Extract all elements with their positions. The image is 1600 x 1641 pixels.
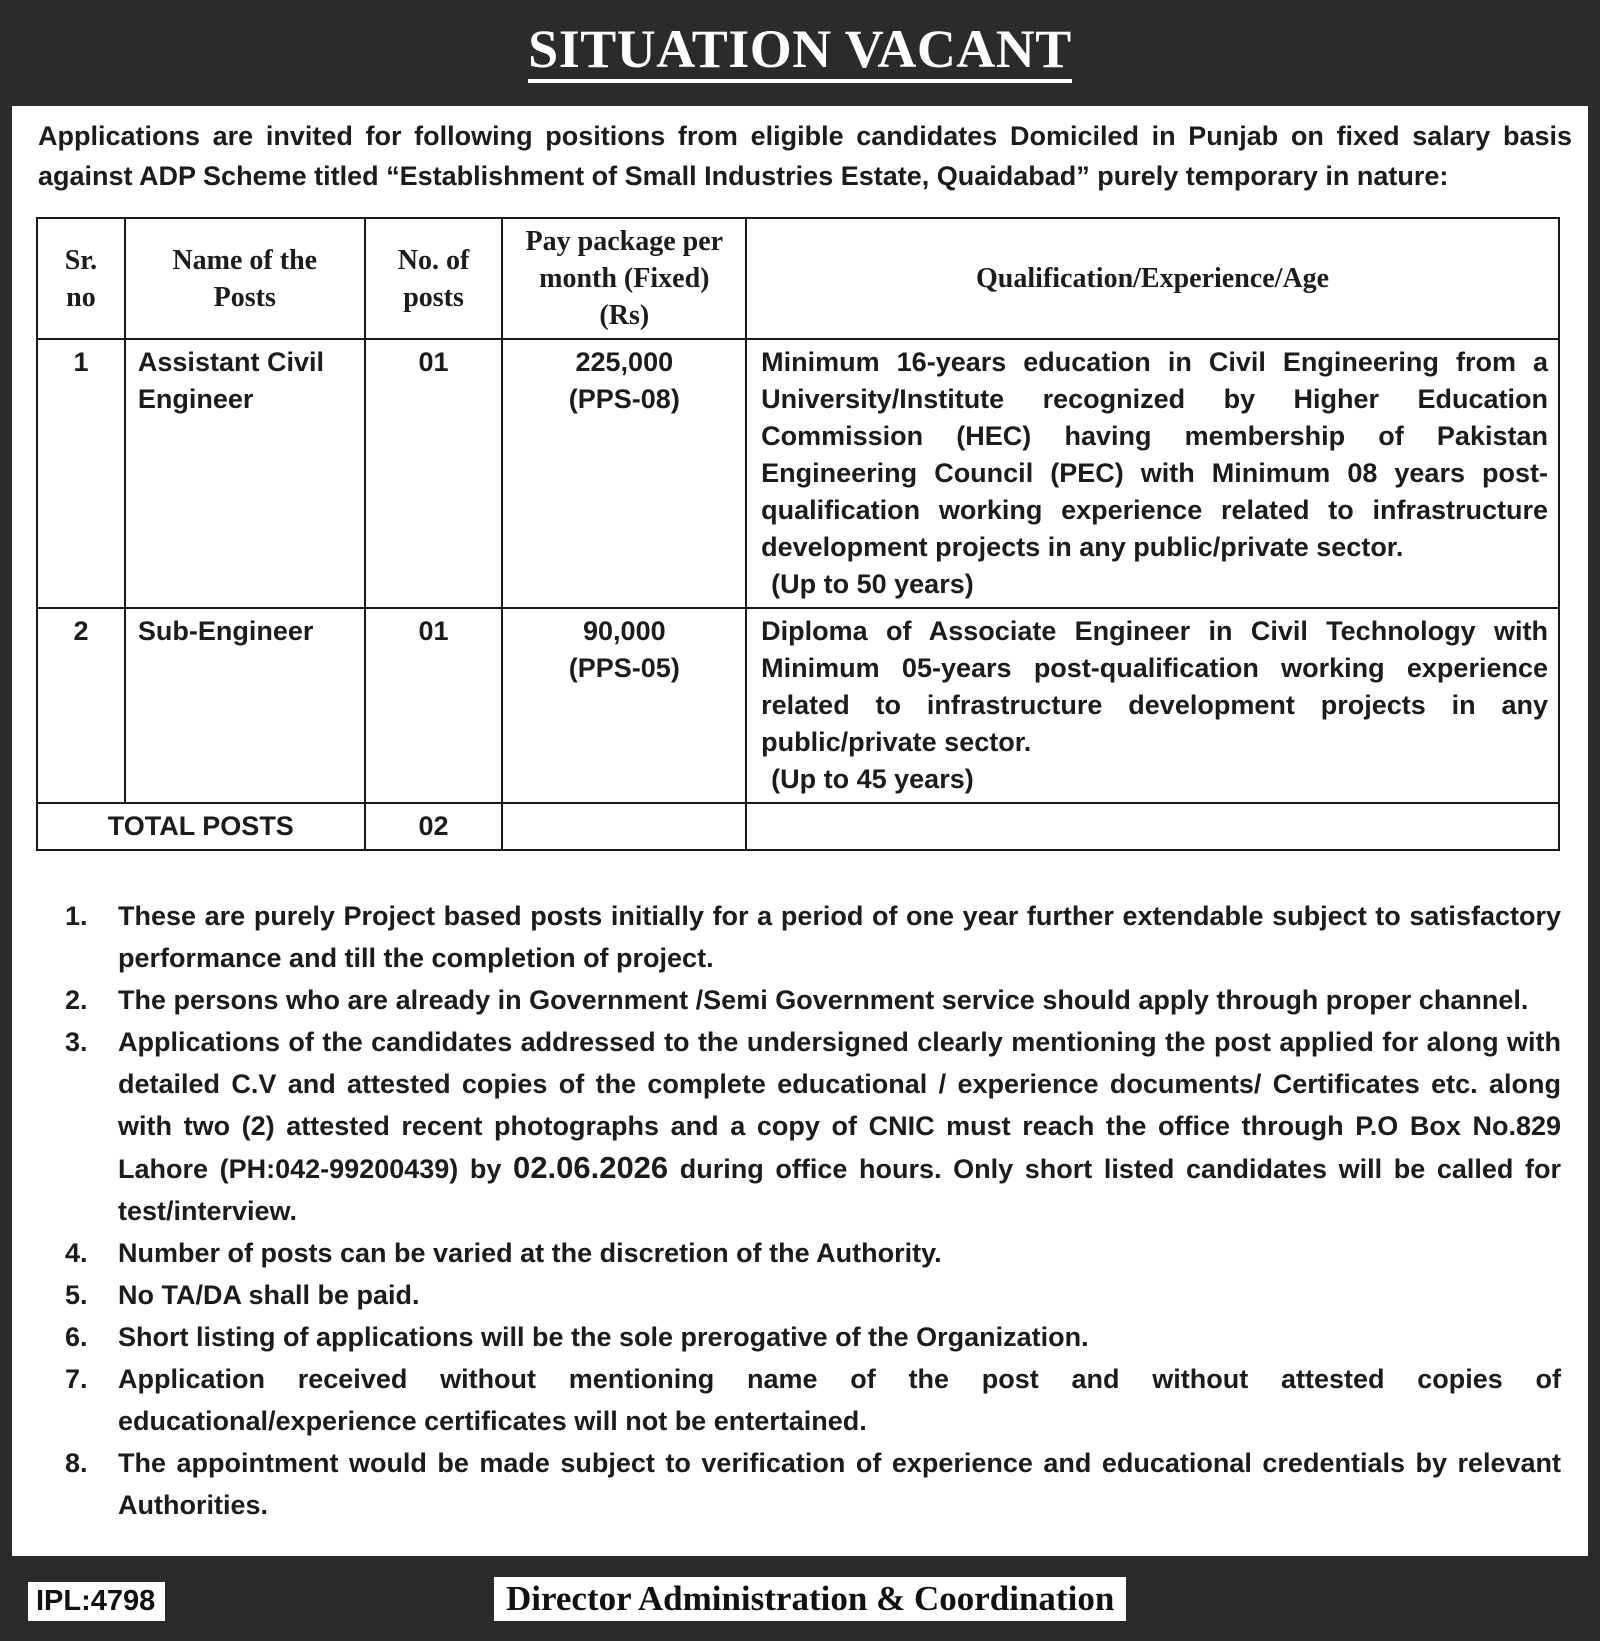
posts-table bbox=[36, 217, 1560, 851]
table-header-row bbox=[37, 218, 1559, 339]
ipl-code: IPL:4798 bbox=[28, 1582, 165, 1621]
intro-paragraph: Applications are invited for following positions from eligible candidates Domiciled in Punjab on fixed salary basis against ADP Scheme titled “Establishment of Small Industries Estate, Quaidabad” purely temporary in nature: bbox=[38, 121, 1573, 191]
col-header-count: No. of posts bbox=[365, 218, 503, 339]
signatory-title: Director Administration & Coordination bbox=[494, 1577, 1126, 1621]
list-item: 4. Number of posts can be varied at the discretion of the Authority. bbox=[65, 1238, 942, 1268]
list-item: 3. Applications of the candidates addressed to the undersigned clearly mentioning the post applied for along with detailed C.V and attested copies of the complete educational / experience documents/ Certificates etc. along with two (2) attested recent photographs and a copy of CNIC must reach the office through P.O Box No.829 Lahore (PH:042-99200439) by 02.06.2026 during office hours. Only short listed candidates will be called for test/interview. bbox=[65, 1027, 1562, 1226]
list-item: 1. These are purely Project based posts initially for a period of one year further extendable subject to satisfactory performance and till the completion of project. bbox=[65, 901, 1561, 973]
col-header-qualification: Qualification/Experience/Age bbox=[746, 218, 1559, 339]
domicile-requirement: Domiciled in Punjab bbox=[1009, 121, 1279, 151]
col-header-name: Name of the Posts bbox=[125, 218, 365, 339]
list-item: 8. The appointment would be made subject to verification of experience and educational credentials by relevant Authorities. bbox=[65, 1448, 1561, 1520]
row-sr: 1 bbox=[37, 339, 125, 608]
row-age-limit: (Up to 45 years) bbox=[771, 764, 974, 794]
row-qualification: Minimum 16-years education in Civil Engineering from a University/Institute recognized by Higher Education Commission (HEC) having membership of Pakistan Engineering Council (PEC) with Minimum 08 years post-qualification working experience related to infrastructure development projects in any public/private sector. (Up to 50 years) bbox=[746, 339, 1559, 608]
table-row bbox=[37, 339, 1559, 608]
page-title: SITUATION VACANT bbox=[0, 18, 1600, 80]
col-header-pay: Pay package per month (Fixed) (Rs) bbox=[502, 218, 746, 339]
row-pay: 90,000 (PPS-05) bbox=[502, 608, 746, 803]
row-post-count: 01 bbox=[365, 608, 503, 803]
list-item: 7. Application received without mentioning name of the post and without attested copies of educational/experience certificates will not be entertained. bbox=[65, 1364, 1561, 1436]
row-post-name: Assistant Civil Engineer bbox=[125, 339, 365, 608]
scheme-title: “Establishment of Small Industries Estate, Quaidabad” bbox=[386, 161, 1090, 191]
total-value: 02 bbox=[365, 803, 503, 850]
list-item: 6. Short listing of applications will be the sole prerogative of the Organization. bbox=[65, 1322, 1089, 1352]
list-item: 5. No TA/DA shall be paid. bbox=[65, 1280, 420, 1310]
row-sr: 2 bbox=[37, 608, 125, 803]
row-pay: 225,000 (PPS-08) bbox=[502, 339, 746, 608]
deadline-date: 02.06.2026 bbox=[513, 1150, 669, 1185]
total-label: TOTAL POSTS bbox=[37, 803, 365, 850]
total-empty-cell bbox=[502, 803, 746, 850]
table-row bbox=[37, 608, 1559, 803]
total-empty-cell bbox=[746, 803, 1559, 850]
row-post-count: 01 bbox=[365, 339, 503, 608]
row-post-name: Sub-Engineer bbox=[125, 608, 365, 803]
row-age-limit: (Up to 50 years) bbox=[771, 569, 974, 599]
col-header-sr: Sr. no bbox=[37, 218, 125, 339]
terms-list bbox=[65, 895, 1561, 1526]
row-qualification: Diploma of Associate Engineer in Civil Technology with Minimum 05-years post-qualification working experience related to infrastructure development projects in any public/private sector. (Up to 45 years) bbox=[746, 608, 1559, 803]
list-item: 2. The persons who are already in Government /Semi Government service should apply through proper channel. bbox=[65, 985, 1529, 1015]
table-total-row bbox=[37, 803, 1559, 850]
